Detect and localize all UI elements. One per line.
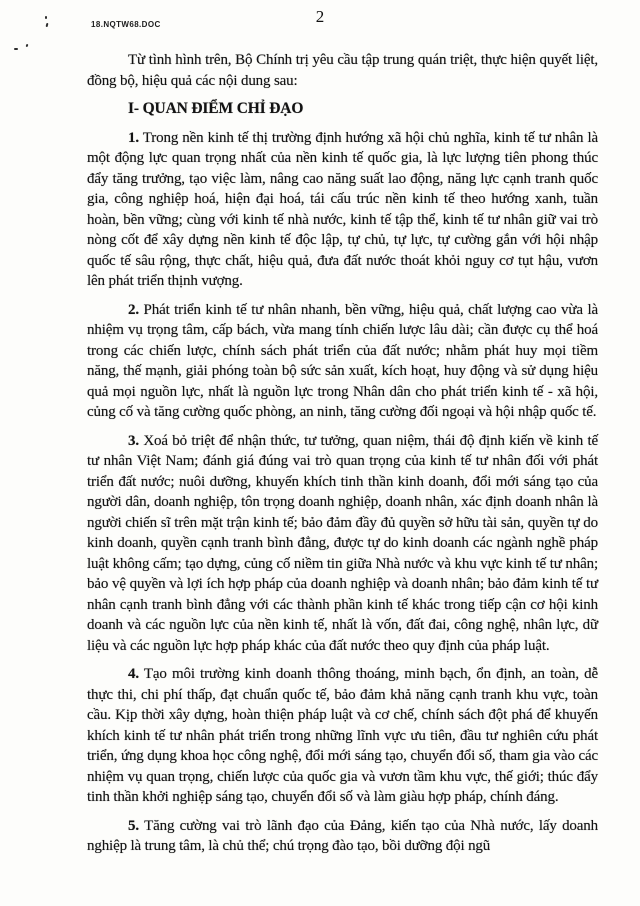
intro-text: Từ tình hình trên, Bộ Chính trị yêu cầu tập trung quán triệt, thực hiện quyết liệt, đồng bộ, hiệu quả các nội dung sau:	[87, 52, 598, 89]
intro-paragraph	[87, 50, 598, 91]
document-filename: 18.NQTW68.DOC	[91, 20, 161, 29]
paragraph-1-text: Trong nền kinh tế thị trường định hướng xã hội chủ nghĩa, kinh tế tư nhân là một động lực quan trọng nhất của nền kinh tế quốc gia, là lực lượng tiên phong thúc đẩy tăng trưởng, tạo việc làm, nâng cao năng suất lao động, năng lực cạnh tranh quốc gia, công nghiệp hoá, hiện đại hoá, tái cấu trúc nền kinh tế theo hướng xanh, tuần hoàn, bền vững; cùng với kinh tế nhà nước, kinh tế tập thể, kinh tế tư nhân giữ vai trò nòng cốt để xây dựng nền kinh tế độc lập, tự chủ, tự lực, tự cường gắn với hội nhập quốc tế sâu rộng, thực chất, hiệu quả, đưa đất nước thoát khỏi nguy cơ tụt hậu, vươn lên phát triển thịnh vượng.	[87, 129, 598, 289]
paragraph-2-number: 2.	[128, 301, 139, 318]
paragraph-3	[87, 431, 598, 657]
paragraph-1	[87, 128, 598, 292]
paragraph-2	[87, 300, 598, 423]
paragraph-4-text: Tạo môi trường kinh doanh thông thoáng, minh bạch, ổn định, an toàn, dễ thực thi, chi phí thấp, đạt chuẩn quốc tế, bảo đảm khả năng cạnh tranh khu vực, toàn cầu. Kịp thời xây dựng, hoàn thiện pháp luật và cơ chế, chính sách đột phá để khuyến khích kinh tế tư nhân phát triển trong những lĩnh vực ưu tiên, đầu tư nghiên cứu phát triển, ứng dụng khoa học công nghệ, đổi mới sáng tạo, chuyển đổi số, tham gia vào các nhiệm vụ quan trọng, chiến lược của quốc gia và vươn tầm khu vực, thế giới; thúc đẩy tinh thần khởi nghiệp sáng tạo, chuyển đổi số và làm giàu hợp pháp, chính đáng.	[87, 666, 598, 805]
paragraph-4-number: 4.	[128, 666, 139, 682]
paragraph-5	[87, 816, 598, 857]
paragraph-2-text: Phát triển kinh tế tư nhân nhanh, bền vững, hiệu quả, chất lượng cao vừa là nhiệm vụ trọng tâm, cấp bách, vừa mang tính chiến lược lâu dài; cần được cụ thể hoá trong các chiến lược, chính sách phát triển của đất nước; nhằm phát huy mọi tiềm năng, thế mạnh, giải phóng toàn bộ sức sản xuất, kích hoạt, huy động và sử dụng hiệu quả mọi nguồn lực, nhất là nguồn lực trong Nhân dân cho phát triển kinh tế - xã hội, củng cố và tăng cường quốc phòng, an ninh, tăng cường đối ngoại và hội nhập quốc tế.	[87, 301, 598, 420]
paragraph-5-number: 5.	[128, 817, 139, 834]
paragraph-3-number: 3.	[128, 432, 139, 449]
scan-artifact	[26, 44, 29, 48]
paragraph-5-text: Tăng cường vai trò lãnh đạo của Đảng, kiến tạo của Nhà nước, lấy doanh nghiệp là trung tâm, là chủ thể; chú trọng đào tạo, bồi dưỡng đội ngũ	[87, 817, 598, 854]
paragraph-1-number: 1.	[128, 129, 139, 146]
paragraph-3-text: Xoá bỏ triệt để nhận thức, tư tưởng, quan niệm, thái độ định kiến về kinh tế tư nhân Việt Nam; đánh giá đúng vai trò quan trọng của kinh tế tư nhân đối với phát triển đất nước; nuôi dưỡng, khuyến khích tinh thần kinh doanh, đổi mới sáng tạo của người dân, doanh nghiệp, tôn trọng doanh nghiệp, doanh nhân, xác định doanh nhân là người chiến sĩ trên mặt trận kinh tế; bảo đảm đầy đủ quyền sở hữu tài sản, quyền tự do kinh doanh, quyền cạnh tranh bình đẳng, được tự do kinh doanh các ngành nghề pháp luật không cấm; tạo dựng, củng cố niềm tin giữa Nhà nước và khu vực kinh tế tư nhân; bảo vệ quyền và lợi ích hợp pháp của doanh nghiệp và doanh nhân; bảo đảm kinh tế tư nhân cạnh tranh bình đẳng với các thành phần kinh tế khác trong tiếp cận cơ hội kinh doanh và các nguồn lực của nền kinh tế, nhất là vốn, đất đai, công nghệ, nhân lực, dữ liệu và các nguồn lực hợp pháp khác của đất nước theo quy định của pháp luật.	[87, 432, 598, 654]
scan-artifact	[14, 48, 18, 50]
page-number: 2	[315, 7, 325, 26]
paragraph-4	[87, 664, 598, 808]
document-body	[87, 50, 598, 857]
section-heading: I- QUAN ĐIỂM CHỈ ĐẠO	[128, 100, 304, 117]
